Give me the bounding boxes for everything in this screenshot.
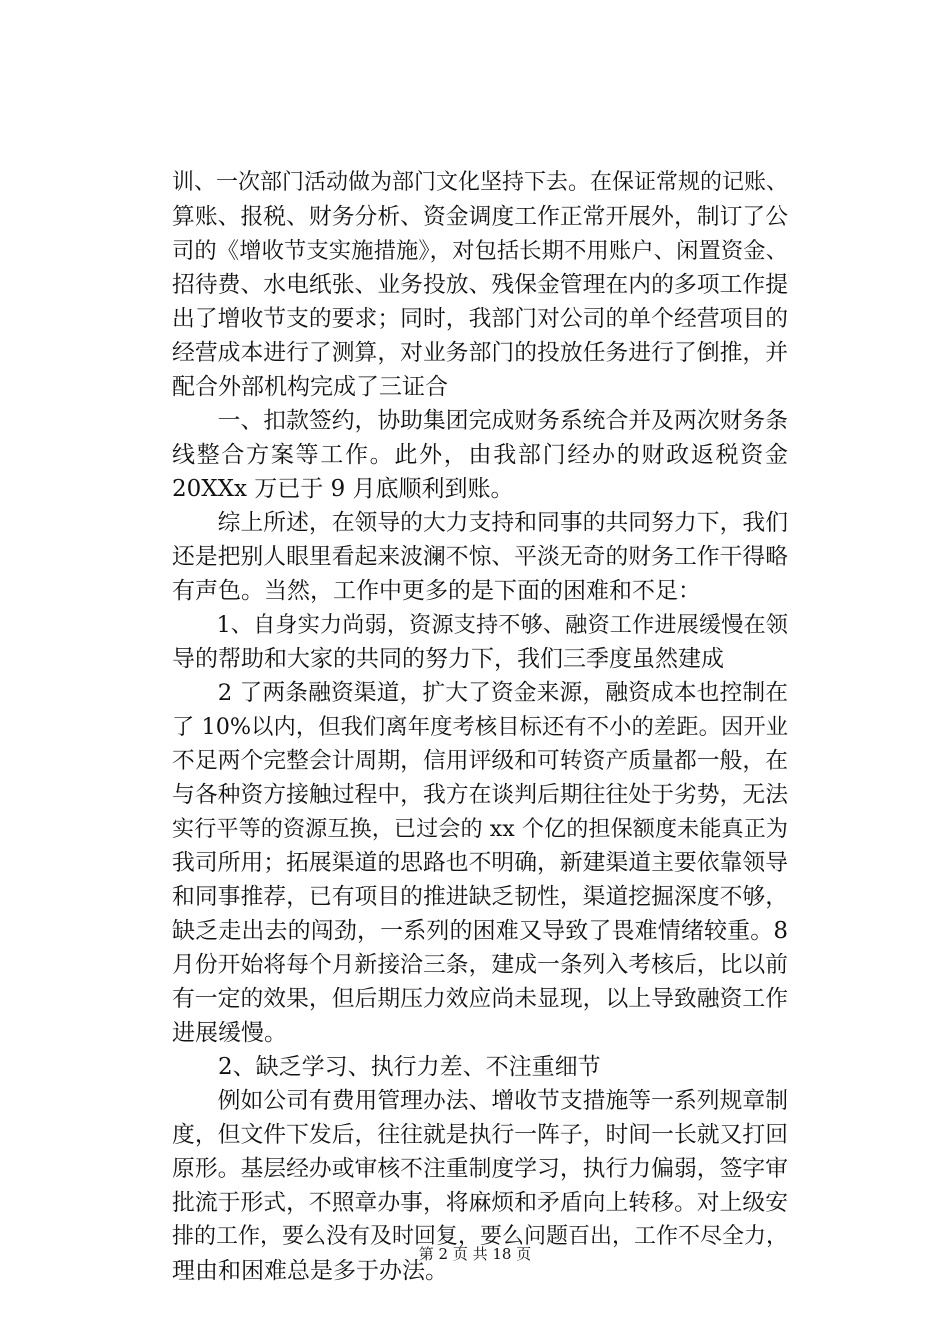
text-line: 与各种资方接触过程中，我方在谈判后期往往处于劣势，无法: [172, 782, 788, 808]
text-line: 进展缓慢。: [172, 1020, 287, 1046]
text-line: 理由和困难总是多于办法。: [172, 1258, 448, 1284]
text-line: 度，但文件下发后，往往就是执行一阵子，时间一长就又打回: [172, 1122, 788, 1148]
text-line: 批流于形式，不照章办事，将麻烦和矛盾向上转移。对上级安: [172, 1190, 788, 1216]
text-line: 经营成本进行了测算，对业务部门的投放任务进行了倒推，并: [172, 340, 788, 366]
text-line: 司的《增收节支实施措施》，对包括长期不用账户、闲置资金、: [172, 238, 788, 264]
text-line: 不足两个完整会计周期，信用评级和可转资产质量都一般，在: [172, 748, 788, 774]
text-line: 综上所述，在领导的大力支持和同事的共同努力下，我们: [172, 510, 788, 536]
text-line: 和同事推荐，已有项目的推进缺乏韧性，渠道挖掘深度不够，: [172, 884, 788, 910]
body-text: [172, 166, 788, 1288]
text-line: 2、缺乏学习、执行力差、不注重细节: [172, 1054, 601, 1080]
text-line: 了 10%以内，但我们离年度考核目标还有不小的差距。因开业: [172, 714, 788, 740]
text-line: 招待费、水电纸张、业务投放、残保金管理在内的多项工作提: [172, 272, 788, 298]
text-line: 2 了两条融资渠道，扩大了资金来源，融资成本也控制在: [172, 680, 788, 706]
text-line: 有声色。当然，工作中更多的是下面的困难和不足：: [172, 578, 701, 604]
text-line: 原形。基层经办或审核不注重制度学习，执行力偏弱，签字审: [172, 1156, 788, 1182]
text-line: 算账、报税、财务分析、资金调度工作正常开展外，制订了公: [172, 204, 788, 230]
text-line: 我司所用；拓展渠道的思路也不明确，新建渠道主要依靠领导: [172, 850, 788, 876]
page-footer: 第 2 页 共 18 页: [418, 1245, 532, 1263]
text-line: 训、一次部门活动做为部门文化坚持下去。在保证常规的记账、: [172, 170, 789, 195]
text-line: 一、扣款签约，协助集团完成财务系统合并及两次财务条: [172, 408, 788, 434]
text-line: 20XXx 万已于 9 月底顺利到账。: [172, 476, 514, 502]
text-line: 月份开始将每个月新接洽三条，建成一条列入考核后，比以前: [172, 952, 788, 978]
text-line: 线整合方案等工作。此外，由我部门经办的财政返税资金: [172, 442, 788, 468]
text-line: 例如公司有费用管理办法、增收节支措施等一系列规章制: [172, 1088, 788, 1114]
text-line: 导的帮助和大家的共同的努力下，我们三季度虽然建成: [172, 646, 724, 672]
text-line: 配合外部机构完成了三证合: [172, 374, 448, 400]
text-line: 出了增收节支的要求；同时，我部门对公司的单个经营项目的: [172, 306, 788, 332]
text-line: 有一定的效果，但后期压力效应尚未显现，以上导致融资工作: [172, 986, 788, 1012]
text-line: 还是把别人眼里看起来波澜不惊、平淡无奇的财务工作干得略: [172, 544, 788, 570]
text-line: 1、自身实力尚弱，资源支持不够、融资工作进展缓慢在领: [172, 612, 788, 638]
text-line: 排的工作，要么没有及时回复，要么问题百出，工作不尽全力，: [172, 1224, 789, 1249]
text-line: 实行平等的资源互换，已过会的 xx 个亿的担保额度未能真正为: [172, 816, 788, 842]
text-line: 缺乏走出去的闯劲，一系列的困难又导致了畏难情绪较重。8: [172, 918, 788, 944]
